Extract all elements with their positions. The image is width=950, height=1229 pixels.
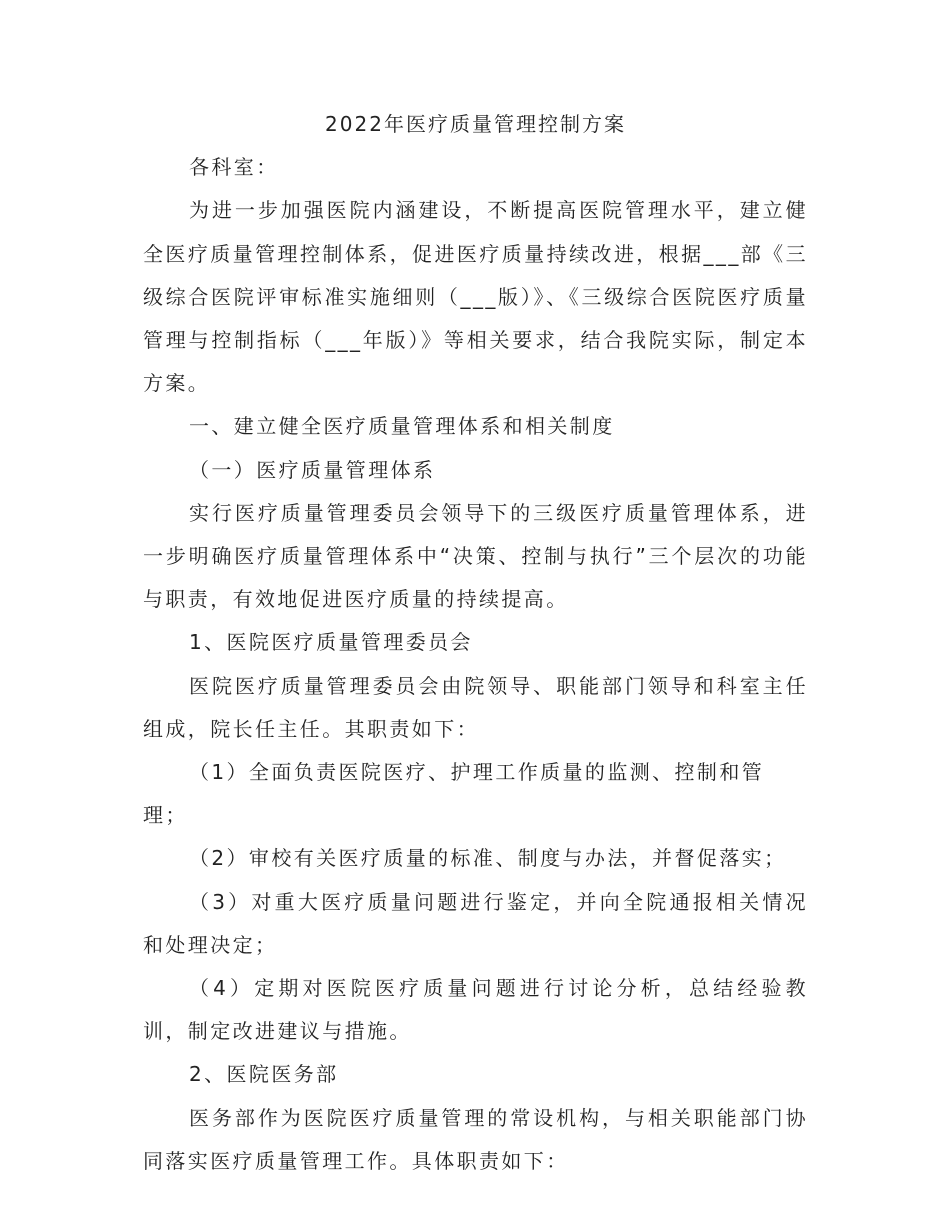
duty-item-3: （3）对重大医疗质量问题进行鉴定，并向全院通报相关情况和处理决定； bbox=[143, 889, 808, 957]
section-heading-1: 一、建立健全医疗质量管理体系和相关制度 bbox=[189, 414, 615, 439]
system-paragraph: 实行医疗质量管理委员会领导下的三级医疗质量管理体系，进一步明确医疗质量管理体系中“决策、控制与执行”三个层次的功能与职责，有效地促进医疗质量的持续提高。 bbox=[143, 500, 808, 612]
salutation: 各科室： bbox=[189, 155, 279, 180]
item-heading-1: 1、医院医疗质量管理委员会 bbox=[189, 630, 473, 655]
duty-item-1: （1）全面负责医院医疗、护理工作质量的监测、控制和管理； bbox=[143, 760, 765, 828]
intro-paragraph: 为进一步加强医院内涵建设，不断提高医院管理水平，建立健全医疗质量管理控制体系，促进医疗质量持续改进，根据___部《三级综合医院评审标准实施细则（___版）》、《三级综合医院医疗质量管理与控制指标（___年版）》等相关要求，结合我院实际，制定本方案。 bbox=[143, 198, 808, 396]
medical-dept-paragraph: 医务部作为医院医疗质量管理的常设机构，与相关职能部门协同落实医疗质量管理工作。具体职责如下： bbox=[143, 1105, 808, 1173]
duty-item-4: （4）定期对医院医疗质量问题进行讨论分析，总结经验教训，制定改进建议与措施。 bbox=[143, 976, 808, 1044]
duty-item-2: （2）审校有关医疗质量的标准、制度与办法，并督促落实； bbox=[189, 846, 787, 871]
document-title: 2022年医疗质量管理控制方案 bbox=[325, 112, 626, 136]
subsection-heading-1: （一）医疗质量管理体系 bbox=[189, 457, 436, 482]
document-body bbox=[143, 103, 808, 1183]
committee-paragraph: 医院医疗质量管理委员会由院领导、职能部门领导和科室主任组成，院长任主任。其职责如下： bbox=[143, 673, 808, 741]
item-heading-2: 2、医院医务部 bbox=[189, 1062, 339, 1087]
